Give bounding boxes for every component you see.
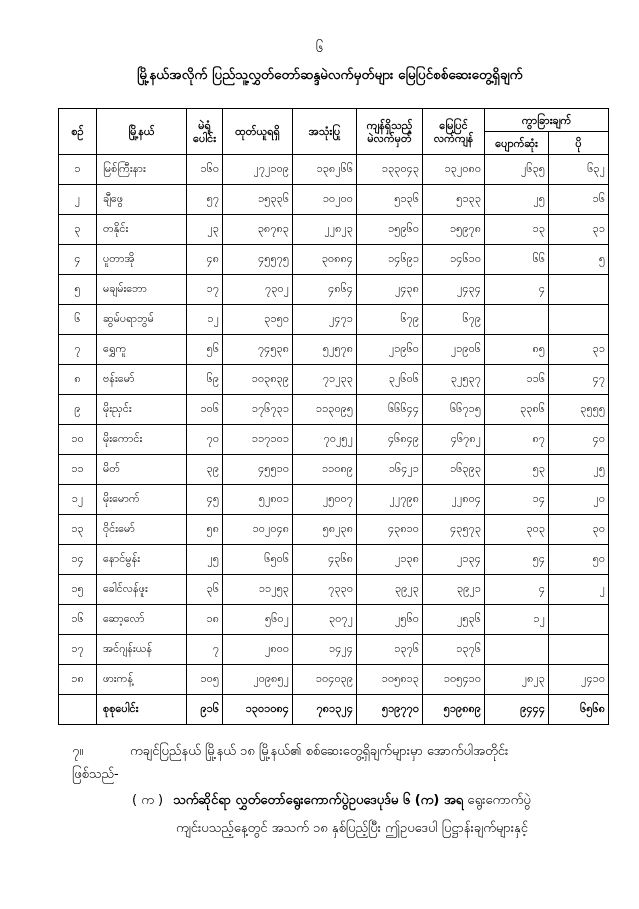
table-row [59, 635, 609, 665]
cell-missing [485, 305, 549, 335]
cell-field-remaining: ၂၁၉၀၆ [423, 335, 485, 365]
cell-township: မိတ် [97, 455, 187, 485]
cell-stations: ၅၇ [187, 185, 223, 215]
cell-issued: ၄၅၅၇၅ [223, 245, 293, 275]
cell-no: ၈ [59, 365, 97, 395]
sub-clause-a-rest: ရွေးကောက်ပွဲ [463, 793, 531, 808]
cell-used: ၂၂၈၂၃ [293, 215, 357, 245]
cell-township: ဖားကန့် [97, 665, 187, 695]
cell-township: ပူတာအို [97, 245, 187, 275]
cell-no: ၁၄ [59, 545, 97, 575]
cell-issued: ၁၀၃၈၃၉ [223, 365, 293, 395]
cell-issued: ၁၅၃၃၆ [223, 185, 293, 215]
sub-clause-a [132, 792, 639, 810]
cell-remaining: ၁၀၅၈၁၃ [357, 665, 423, 695]
cell-excess: ၁၆ [549, 185, 609, 215]
sub-clause-a-line-2: ကျင်းပသည့်နေ့တွင် အသက် ၁၈ နှစ်ပြည့်ပြီး ဤဥပဒေပါ ပြဋ္ဌာန်းချက်များနှင့် [176, 821, 528, 836]
total-field-remaining: ၅၁၉၈၈၉ [423, 695, 485, 725]
cell-field-remaining: ၃၉၂၁ [423, 575, 485, 605]
cell-excess: ၄၇ [549, 365, 609, 395]
total-excess: ၆၅၆၈ [549, 695, 609, 725]
cell-remaining: ၂၁၉၆၀ [357, 335, 423, 365]
cell-stations: ၁၀၆ [187, 395, 223, 425]
cell-field-remaining: ၁၀၅၄၁၀ [423, 665, 485, 695]
cell-stations: ၆၉ [187, 365, 223, 395]
table-row [59, 155, 609, 185]
cell-issued: ၃၈၇၈၃ [223, 215, 293, 245]
cell-used: ၁၁၀၈၉ [293, 455, 357, 485]
cell-no: ၃ [59, 215, 97, 245]
table-row [59, 425, 609, 455]
cell-issued: ၂၀၉၈၅၂ [223, 665, 293, 695]
table-row [59, 605, 609, 635]
cell-excess: ၅ [549, 245, 609, 275]
cell-issued: ၁၁၇၁၀၁ [223, 425, 293, 455]
header-township: မြို့နယ် [97, 109, 187, 155]
document-title: မြို့နယ်အလိုက် ပြည်သူ့လွှတ်တော်ဆန္ဒမဲလက်မှတ်များ မြေပြင်စစ်ဆေးတွေ့ရှိချက် [137, 67, 523, 83]
cell-excess: ၃၅၅၅ [549, 395, 609, 425]
cell-stations: ၅၆ [187, 335, 223, 365]
header-no: စဉ် [59, 109, 97, 155]
header-remaining: ကျန်ရှိသည့် မဲလက်မှတ် [357, 109, 423, 155]
cell-field-remaining: ၁၃၇၆ [423, 635, 485, 665]
cell-no: ၁၈ [59, 665, 97, 695]
cell-excess: ၃၁ [549, 335, 609, 365]
cell-used: ၄၃၆၈ [293, 545, 357, 575]
table-row [59, 545, 609, 575]
cell-field-remaining: ၂၄၃၄ [423, 275, 485, 305]
page-number: ၆ [315, 40, 324, 56]
header-used: အသုံးပြု [293, 109, 357, 155]
cell-stations: ၄၈ [187, 245, 223, 275]
cell-missing: ၁၄ [485, 485, 549, 515]
cell-missing: ၂၆၃၅ [485, 155, 549, 185]
cell-used: ၇၁၂၃၃ [293, 365, 357, 395]
cell-issued: ၁၁၂၅၃ [223, 575, 293, 605]
cell-field-remaining: ၁၅၉၇၈ [423, 215, 485, 245]
cell-stations: ၇၀ [187, 425, 223, 455]
cell-excess [549, 275, 609, 305]
cell-township: မချမ်းဘော [97, 275, 187, 305]
paragraph-7-line-2: ဖြစ်သည်- [72, 767, 119, 782]
cell-remaining: ၄၆၈၄၉ [357, 425, 423, 455]
cell-township: ဗန်းမော် [97, 365, 187, 395]
cell-issued: ၃၁၅၀ [223, 305, 293, 335]
header-missing: ပျောက်ဆုံး [485, 132, 549, 155]
cell-stations: ၁၈ [187, 605, 223, 635]
cell-missing [485, 635, 549, 665]
cell-used: ၅၈၂၃၈ [293, 515, 357, 545]
cell-excess: ၆၃၂ [549, 155, 609, 185]
cell-stations: ၁၇ [187, 275, 223, 305]
total-label: စုစုပေါင်း [97, 695, 187, 725]
cell-field-remaining: ၁၆၃၉၃ [423, 455, 485, 485]
cell-remaining: ၁၃၇၆ [357, 635, 423, 665]
cell-missing: ၄ [485, 275, 549, 305]
cell-no: ၁၅ [59, 575, 97, 605]
cell-township: ဆော့လော် [97, 605, 187, 635]
cell-no: ၁ [59, 155, 97, 185]
cell-used: ၃၀၇၂ [293, 605, 357, 635]
cell-stations: ၇ [187, 635, 223, 665]
cell-no: ၁၀ [59, 425, 97, 455]
cell-stations: ၂၃ [187, 215, 223, 245]
table-row [59, 245, 609, 275]
table-row [59, 335, 609, 365]
table-row [59, 665, 609, 695]
total-row [59, 695, 609, 725]
table-row [59, 305, 609, 335]
cell-missing: ၁၂ [485, 605, 549, 635]
cell-field-remaining: ၂၅၃၆ [423, 605, 485, 635]
cell-no: ၇ [59, 335, 97, 365]
cell-excess: ၂၄၁၀ [549, 665, 609, 695]
cell-issued: ၅၆၀၂ [223, 605, 293, 635]
cell-used: ၇၃၃၀ [293, 575, 357, 605]
cell-stations: ၃၆ [187, 575, 223, 605]
paragraph-7-number: ၇။ [72, 744, 84, 759]
table-row [59, 365, 609, 395]
cell-missing: ၃၀၃ [485, 515, 549, 545]
cell-no: ၂ [59, 185, 97, 215]
cell-excess: ၄၀ [549, 425, 609, 455]
cell-township: မိုးညှင်း [97, 395, 187, 425]
total-used: ၇၈၁၃၂၄ [293, 695, 357, 725]
table-row [59, 485, 609, 515]
cell-township: နောင်မွန်း [97, 545, 187, 575]
cell-remaining: ၄၃၈၁၀ [357, 515, 423, 545]
header-difference: ကွာခြားချက် [485, 109, 609, 132]
total-remaining: ၅၁၉၇၇၀ [357, 695, 423, 725]
cell-remaining: ၆၇၉ [357, 305, 423, 335]
cell-issued: ၅၂၈၀၁ [223, 485, 293, 515]
cell-used: ၂၄၇၁ [293, 305, 357, 335]
table-row [59, 215, 609, 245]
cell-field-remaining: ၄၃၅၇၃ [423, 515, 485, 545]
cell-township: ဆွမ်ပရာဘွမ် [97, 305, 187, 335]
cell-used: ၁၃၈၂၆၆ [293, 155, 357, 185]
sub-clause-a-bold-text: သက်ဆိုင်ရာ လွှတ်တော်ရွေးကောက်ပွဲဥပဒေပုဒ်မ ၆ (က) အရ [173, 793, 464, 808]
cell-no: ၄ [59, 245, 97, 275]
cell-missing: ၂၅ [485, 185, 549, 215]
cell-no: ၁၃ [59, 515, 97, 545]
cell-township: ဝိုင်းမော် [97, 515, 187, 545]
cell-stations: ၁၂ [187, 305, 223, 335]
cell-township: ရွှေကူ [97, 335, 187, 365]
cell-issued: ၄၅၅၁၀ [223, 455, 293, 485]
table-row [59, 515, 609, 545]
cell-excess: ၂ [549, 575, 609, 605]
cell-remaining: ၆၆၆၄၄ [357, 395, 423, 425]
total-stations: ၉၁၆ [187, 695, 223, 725]
cell-missing: ၆၆ [485, 245, 549, 275]
cell-excess [549, 635, 609, 665]
verification-table [58, 108, 609, 725]
cell-stations: ၂၅ [187, 545, 223, 575]
cell-issued: ၂၇၂၁၀၉ [223, 155, 293, 185]
cell-remaining: ၃၉၂၃ [357, 575, 423, 605]
cell-no: ၅ [59, 275, 97, 305]
cell-field-remaining: ၆၆၇၁၅ [423, 395, 485, 425]
cell-missing: ၈၅ [485, 335, 549, 365]
total-missing: ၉၄၄၄ [485, 695, 549, 725]
cell-no: ၁၁ [59, 455, 97, 485]
cell-township: မိုးမောက် [97, 485, 187, 515]
cell-used: ၄၈၆၄ [293, 275, 357, 305]
cell-issued: ၂၈၀၀ [223, 635, 293, 665]
cell-field-remaining: ၆၇၉ [423, 305, 485, 335]
cell-field-remaining: ၁၃၂၀၈၀ [423, 155, 485, 185]
cell-issued: ၇၄၅၃၈ [223, 335, 293, 365]
cell-used: ၁၀၂၀၀ [293, 185, 357, 215]
cell-no: ၁၇ [59, 635, 97, 665]
cell-remaining: ၁၆၄၂၁ [357, 455, 423, 485]
cell-no: ၆ [59, 305, 97, 335]
paragraph-7-text: ကချင်ပြည်နယ် မြို့နယ် ၁၈ မြို့နယ်၏ စစ်ဆေးတွေ့ရှိချက်များမှာ အောက်ပါအတိုင်း [130, 744, 509, 759]
cell-field-remaining: ၂၁၃၄ [423, 545, 485, 575]
cell-field-remaining: ၅၁၃၃ [423, 185, 485, 215]
cell-field-remaining: ၁၄၆၁၀ [423, 245, 485, 275]
cell-field-remaining: ၄၆၇၈၂ [423, 425, 485, 455]
cell-stations: ၅၈ [187, 515, 223, 545]
cell-township: ချီဖွေ [97, 185, 187, 215]
cell-issued: ၇၃၀၂ [223, 275, 293, 305]
cell-remaining: ၃၂၆၀၆ [357, 365, 423, 395]
cell-used: ၁၁၃၀၉၅ [293, 395, 357, 425]
cell-remaining: ၁၄၆၉၁ [357, 245, 423, 275]
cell-remaining: ၂၅၆၀ [357, 605, 423, 635]
header-excess: ပို [549, 132, 609, 155]
cell-stations: ၁၆၀ [187, 155, 223, 185]
cell-used: ၂၅၀၀၇ [293, 485, 357, 515]
header-stations: မဲရုံ ပေါင်း [187, 109, 223, 155]
table-row [59, 455, 609, 485]
cell-missing: ၂၈၂၃ [485, 665, 549, 695]
table-row [59, 185, 609, 215]
table-row [59, 395, 609, 425]
cell-remaining: ၂၁၃၈ [357, 545, 423, 575]
cell-stations: ၄၅ [187, 485, 223, 515]
cell-remaining: ၂၂၇၉၈ [357, 485, 423, 515]
cell-missing: ၃၃၈၆ [485, 395, 549, 425]
cell-excess [549, 305, 609, 335]
cell-used: ၁၀၄၀၃၉ [293, 665, 357, 695]
cell-issued: ၁၇၆၇၃၁ [223, 395, 293, 425]
cell-missing: ၈၇ [485, 425, 549, 455]
cell-field-remaining: ၂၂၈၀၄ [423, 485, 485, 515]
cell-used: ၃၀၈၈၄ [293, 245, 357, 275]
cell-excess: ၂၅ [549, 455, 609, 485]
cell-issued: ၁၀၂၀၄၈ [223, 515, 293, 545]
total-issued: ၁၃၀၁၀၈၄ [223, 695, 293, 725]
cell-excess: ၃၁ [549, 215, 609, 245]
cell-used: ၁၄၂၄ [293, 635, 357, 665]
cell-missing: ၁၁၆ [485, 365, 549, 395]
cell-excess: ၅၀ [549, 545, 609, 575]
cell-issued: ၆၅၀၆ [223, 545, 293, 575]
cell-missing: ၁၃ [485, 215, 549, 245]
cell-missing: ၄ [485, 575, 549, 605]
cell-remaining: ၁၅၉၆၀ [357, 215, 423, 245]
total-blank-cell [59, 695, 97, 725]
paragraph-7-line-1 [72, 743, 602, 761]
cell-excess [549, 605, 609, 635]
cell-township: မိုးကောင်း [97, 425, 187, 455]
cell-excess: ၃၀ [549, 515, 609, 545]
cell-no: ၉ [59, 395, 97, 425]
header-issued: ထုတ်ယူရရှိ [223, 109, 293, 155]
cell-remaining: ၅၁၃၆ [357, 185, 423, 215]
cell-stations: ၃၉ [187, 455, 223, 485]
cell-no: ၁၂ [59, 485, 97, 515]
sub-clause-a-label: ( က ) [132, 793, 164, 808]
table-row [59, 275, 609, 305]
cell-field-remaining: ၃၂၅၃၇ [423, 365, 485, 395]
cell-township: မြစ်ကြီးနား [97, 155, 187, 185]
cell-remaining: ၂၄၃၈ [357, 275, 423, 305]
cell-no: ၁၆ [59, 605, 97, 635]
table-row [59, 575, 609, 605]
cell-used: ၇၀၂၅၂ [293, 425, 357, 455]
cell-stations: ၁၀၅ [187, 665, 223, 695]
cell-excess: ၂၀ [549, 485, 609, 515]
cell-remaining: ၁၃၃၀၄၃ [357, 155, 423, 185]
cell-missing: ၅၄ [485, 545, 549, 575]
cell-used: ၅၂၅၇၈ [293, 335, 357, 365]
cell-township: တနိုင်း [97, 215, 187, 245]
header-field-remaining: မြေပြင် လက်ကျန် [423, 109, 485, 155]
cell-missing: ၅၃ [485, 455, 549, 485]
cell-township: ခေါင်လန်ဖူး [97, 575, 187, 605]
cell-township: အင်ဂျန်းယန် [97, 635, 187, 665]
